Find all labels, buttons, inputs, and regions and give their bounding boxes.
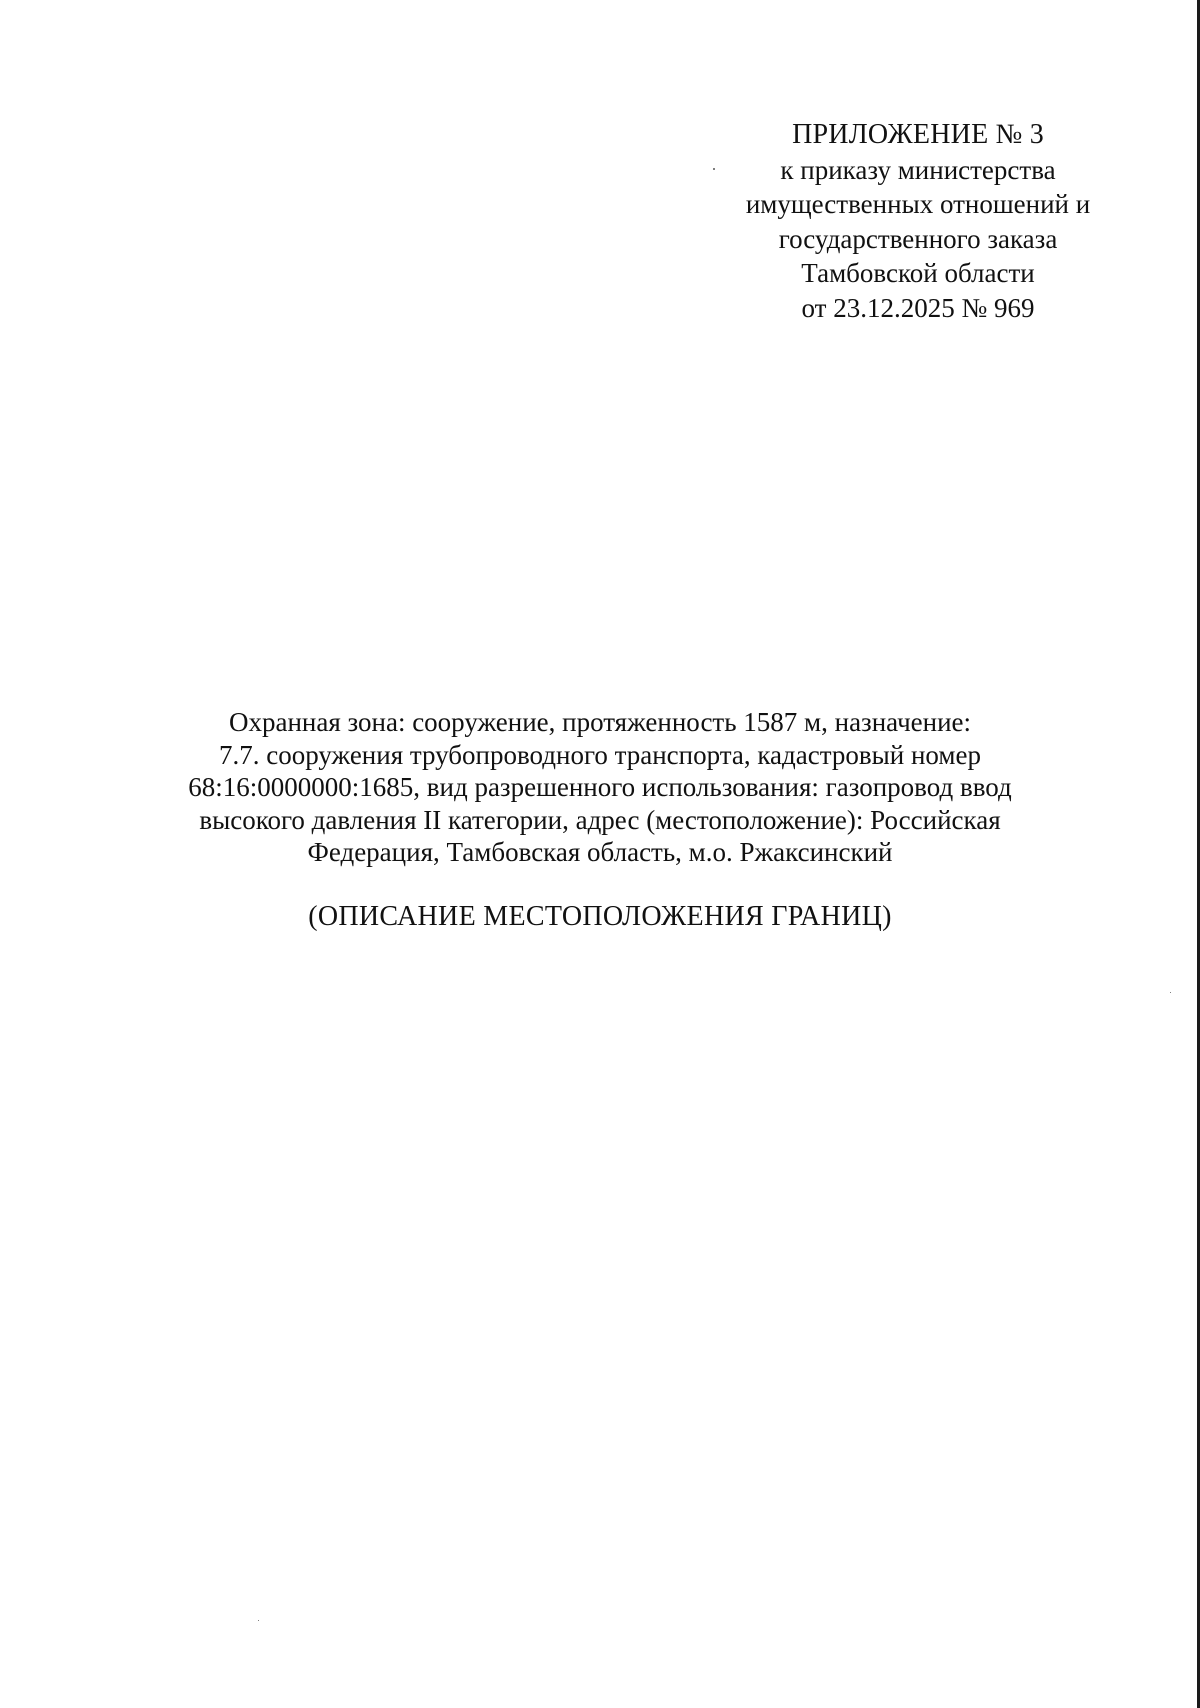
boundary-description-title: (ОПИСАНИЕ МЕСТОПОЛОЖЕНИЯ ГРАНИЦ)	[308, 901, 892, 932]
description-line-1: Охранная зона: сооружение, протяженность 1587 м, назначение:	[228, 707, 972, 737]
description-line-5: Федерация, Тамбовская область, м.о. Ржаксинский	[307, 837, 893, 867]
description-line-2: 7.7. сооружения трубопроводного транспорта, кадастровый номер	[219, 739, 981, 770]
scan-speck	[258, 1620, 259, 1621]
description-line-3: 68:16:0000000:1685, вид разрешенного использования: газопровод ввод	[188, 772, 1012, 802]
appendix-line-3: государственного заказа	[778, 223, 1058, 254]
appendix-header	[700, 118, 1136, 325]
appendix-heading: ПРИЛОЖЕНИЕ № 3	[792, 119, 1044, 150]
appendix-line-5: от 23.12.2025 № 969	[801, 292, 1035, 323]
scan-speck	[1170, 992, 1171, 993]
appendix-line-2: имущественных отношений и	[745, 189, 1091, 219]
scan-speck	[713, 168, 715, 170]
zone-description	[150, 706, 1050, 869]
description-line-4: высокого давления II категории, адрес (местоположение): Российская	[199, 804, 1001, 835]
appendix-line-1: к приказу министерства	[780, 154, 1056, 185]
appendix-line-4: Тамбовской области	[801, 258, 1035, 288]
